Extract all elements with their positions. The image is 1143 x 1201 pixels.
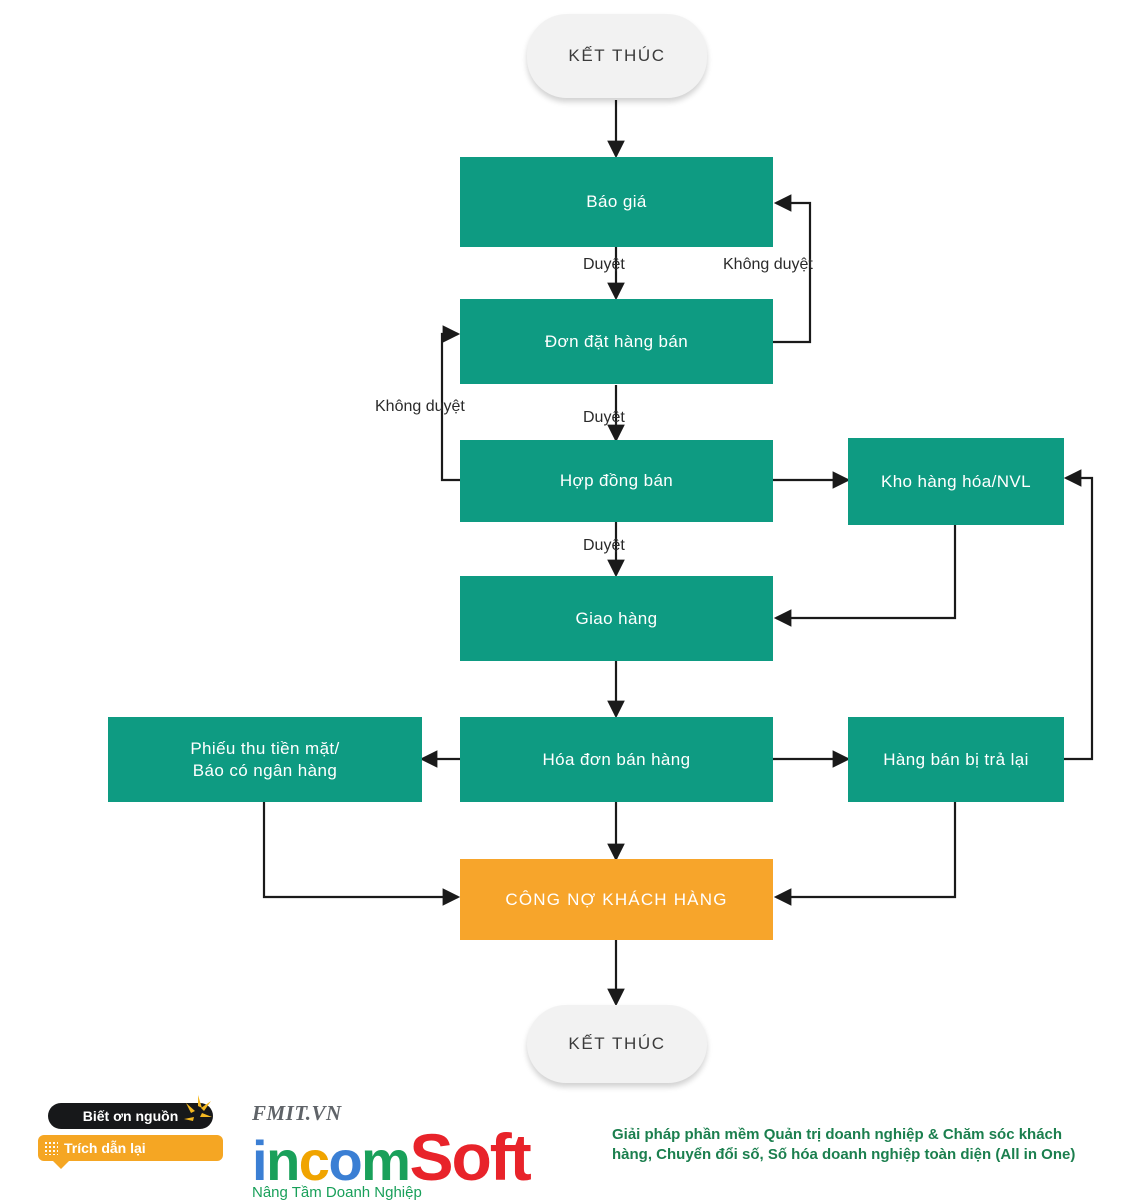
- node-warehouse: [848, 438, 1064, 525]
- brand-letter-m: m: [361, 1129, 410, 1192]
- node-label: Đơn đặt hàng bán: [544, 331, 689, 351]
- node-end-terminator: [527, 1005, 707, 1083]
- badge-cite-again: [38, 1135, 223, 1161]
- edge-label-reject-1: Không duyệt: [723, 256, 813, 273]
- node-delivery: [460, 576, 773, 661]
- sparkle-icon: [178, 1095, 218, 1135]
- node-label: Giao hàng: [575, 608, 658, 628]
- badge-cite-label: Trích dẫn lại: [64, 1140, 146, 1156]
- footer-branding: [0, 1095, 1143, 1200]
- edge-label-approve-3: Duyệt: [583, 537, 625, 554]
- node-sales-order: [460, 299, 773, 384]
- brand-word-soft: Soft: [409, 1120, 530, 1194]
- node-sales-returns: [848, 717, 1064, 802]
- node-label: KẾT THÚC: [568, 46, 666, 66]
- node-label: Hóa đơn bán hàng: [542, 749, 691, 769]
- tagline-line-2: hàng, Chuyển đổi số, Số hóa doanh nghiệp toàn diện (All in One): [612, 1146, 1076, 1164]
- node-label: Báo giá: [586, 192, 647, 212]
- node-cash-receipt: [108, 717, 422, 802]
- node-start-terminator: [527, 14, 707, 98]
- node-label: Hợp đồng bán: [559, 471, 674, 491]
- brand-letter-c: c: [298, 1129, 329, 1192]
- node-quote: [460, 157, 773, 247]
- brand-letter-n: n: [266, 1129, 299, 1192]
- node-customer-debt: [460, 859, 773, 940]
- edge-label-approve-1: Duyệt: [583, 256, 625, 273]
- brand-slogan: Nâng Tầm Doanh Nghiệp: [252, 1184, 422, 1201]
- brand-fmit-label: FMIT.VN: [252, 1101, 342, 1125]
- brand-letter-o: o: [328, 1129, 362, 1192]
- brand-block: [252, 1101, 612, 1201]
- node-label: CÔNG NỢ KHÁCH HÀNG: [505, 889, 728, 909]
- footer-tagline: [612, 1125, 1132, 1166]
- node-label-line1: Phiếu thu tiền mặt/: [190, 739, 340, 759]
- node-label: Hàng bán bị trả lại: [883, 749, 1029, 769]
- edge-label-approve-2: Duyệt: [583, 409, 625, 426]
- node-sales-invoice: [460, 717, 773, 802]
- brand-letter-i: i: [252, 1129, 267, 1192]
- badge-credit-source: Biết ơn nguồn: [48, 1103, 213, 1129]
- edge-label-reject-2: Không duyệt: [375, 398, 465, 415]
- quote-dots-icon: [44, 1141, 58, 1155]
- node-label-line2: Báo có ngân hàng: [192, 760, 338, 780]
- node-label: KẾT THÚC: [568, 1034, 666, 1054]
- tagline-line-1: Giải pháp phần mềm Quản trị doanh nghiệp & Chăm sóc khách: [612, 1126, 1063, 1143]
- node-sales-contract: [460, 440, 773, 522]
- node-label: Kho hàng hóa/NVL: [880, 471, 1032, 491]
